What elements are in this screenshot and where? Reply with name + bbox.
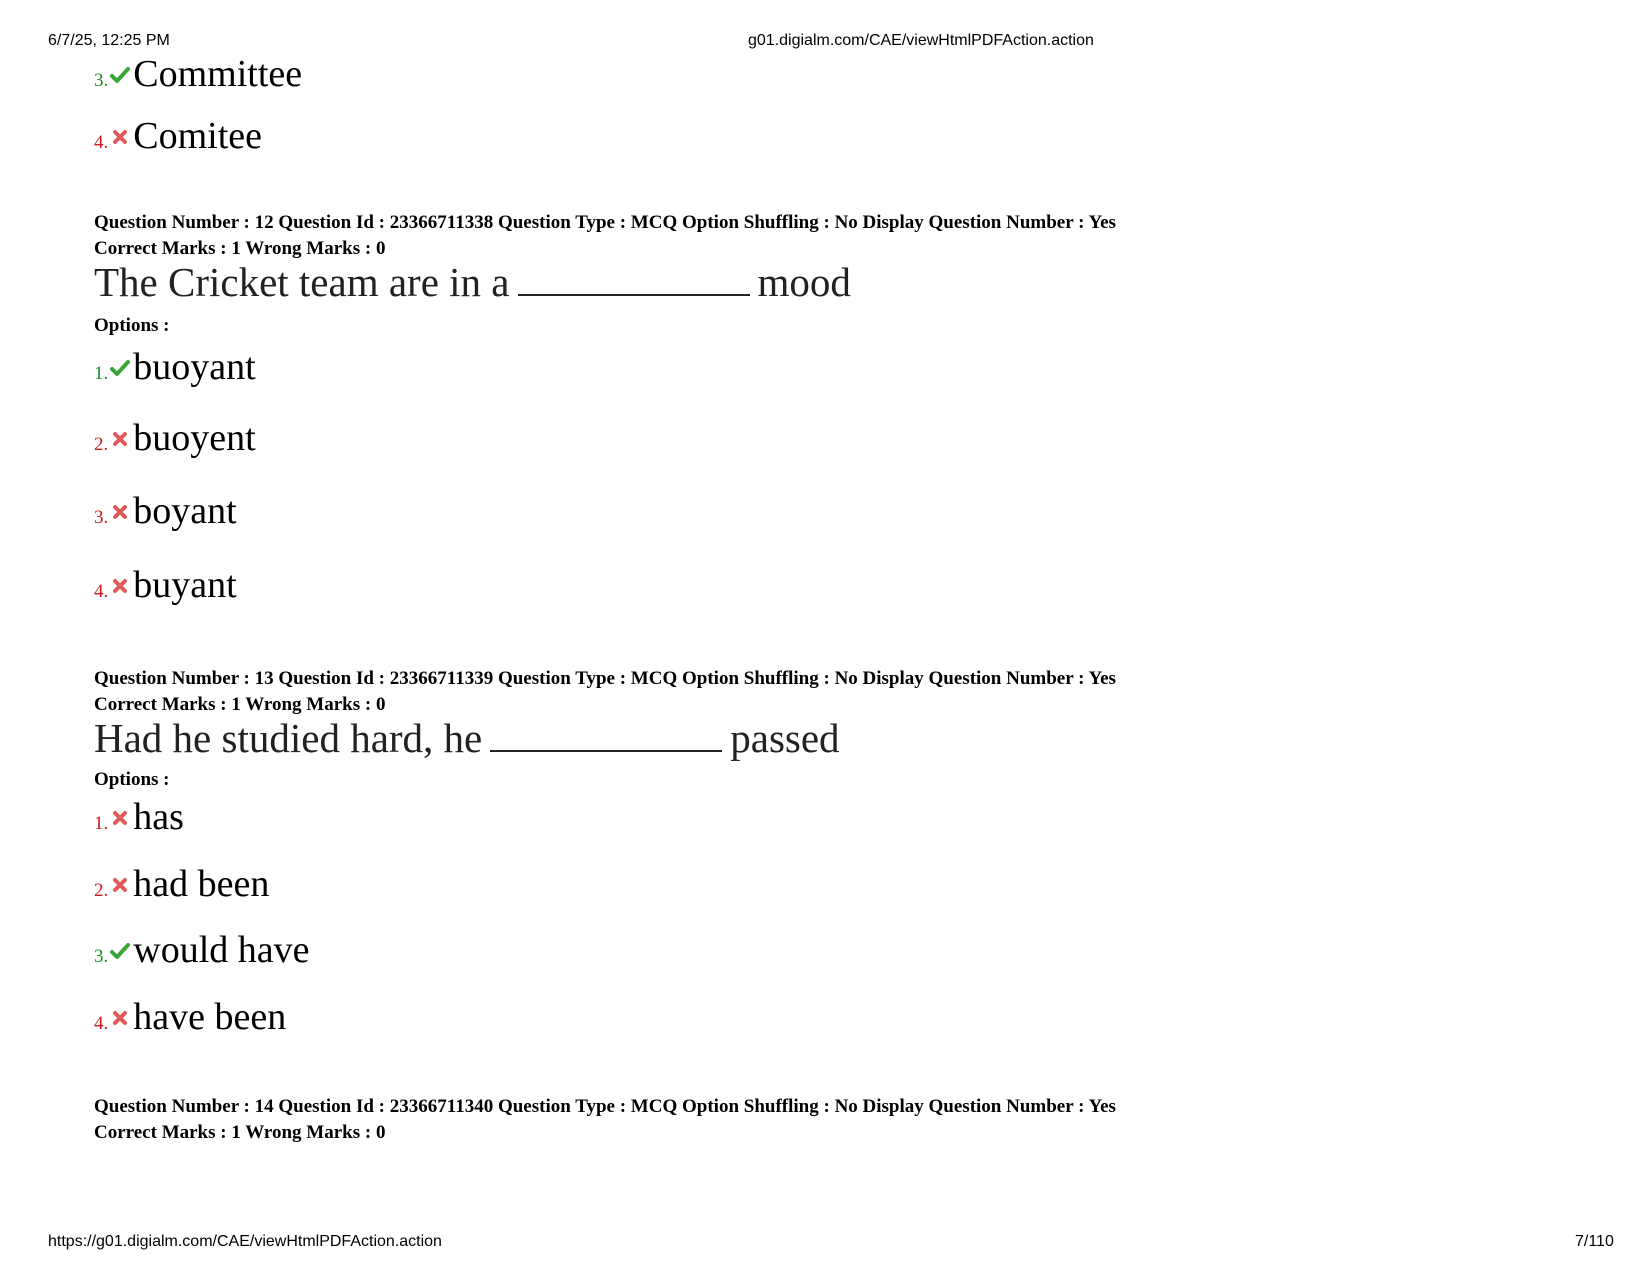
- answer-blank: [490, 714, 722, 752]
- option-number: 3.: [94, 507, 109, 528]
- option-row: [94, 928, 309, 972]
- cross-icon: [109, 501, 131, 523]
- stem-text-after: mood: [757, 259, 851, 305]
- question-meta: Question Number : 12 Question Id : 23366711338 Question Type : MCQ Option Shuffling : No Display Question Number : Yes: [94, 212, 1116, 233]
- option-number: 2.: [94, 880, 109, 901]
- option-number: 3.: [94, 70, 109, 91]
- option-number: 1.: [94, 813, 109, 834]
- cross-icon: [109, 126, 131, 148]
- options-label: Options :: [94, 315, 170, 336]
- option-row: [94, 114, 262, 158]
- option-text: buoyent: [133, 417, 256, 459]
- option-number: 2.: [94, 434, 109, 455]
- option-number: 4.: [94, 1013, 109, 1034]
- option-text: buoyant: [133, 346, 256, 388]
- check-icon: [109, 64, 131, 86]
- option-text: Comitee: [133, 115, 263, 157]
- check-icon: [109, 357, 131, 379]
- option-number: 4.: [94, 581, 109, 602]
- option-text: has: [133, 796, 184, 838]
- question-marks: Correct Marks : 1 Wrong Marks : 0: [94, 694, 386, 715]
- option-row: [94, 489, 237, 533]
- option-row: [94, 416, 256, 460]
- question-marks: Correct Marks : 1 Wrong Marks : 0: [94, 238, 386, 259]
- cross-icon: [109, 807, 131, 829]
- stem-text-before: The Cricket team are in a: [94, 259, 510, 305]
- question-stem: [94, 714, 840, 762]
- option-number: 3.: [94, 946, 109, 967]
- option-text: boyant: [133, 490, 237, 532]
- option-row: [94, 862, 269, 906]
- answer-blank: [518, 258, 750, 296]
- option-row: [94, 52, 302, 96]
- check-icon: [109, 940, 131, 962]
- page-number: 7/110: [1575, 1233, 1614, 1250]
- footer-url: https://g01.digialm.com/CAE/viewHtmlPDFAction.action: [48, 1233, 442, 1250]
- option-number: 1.: [94, 363, 109, 384]
- option-row: [94, 345, 256, 389]
- cross-icon: [109, 575, 131, 597]
- option-row: [94, 795, 184, 839]
- question-meta: Question Number : 14 Question Id : 23366711340 Question Type : MCQ Option Shuffling : No Display Question Number : Yes: [94, 1096, 1116, 1117]
- options-label: Options :: [94, 769, 170, 790]
- stem-text-after: passed: [730, 715, 840, 761]
- stem-text-before: Had he studied hard, he: [94, 715, 483, 761]
- option-row: [94, 563, 237, 607]
- cross-icon: [109, 428, 131, 450]
- option-text: Committee: [133, 53, 303, 95]
- print-url: g01.digialm.com/CAE/viewHtmlPDFAction.action: [748, 32, 1094, 49]
- option-text: had been: [133, 863, 270, 905]
- question-meta: Question Number : 13 Question Id : 23366711339 Question Type : MCQ Option Shuffling : No Display Question Number : Yes: [94, 668, 1116, 689]
- question-marks: Correct Marks : 1 Wrong Marks : 0: [94, 1122, 386, 1143]
- print-datetime: 6/7/25, 12:25 PM: [48, 32, 170, 49]
- cross-icon: [109, 1007, 131, 1029]
- question-stem: [94, 258, 851, 306]
- option-text: buyant: [133, 564, 237, 606]
- cross-icon: [109, 874, 131, 896]
- option-text: would have: [133, 929, 310, 971]
- option-row: [94, 995, 286, 1039]
- option-text: have been: [133, 996, 287, 1038]
- option-number: 4.: [94, 132, 109, 153]
